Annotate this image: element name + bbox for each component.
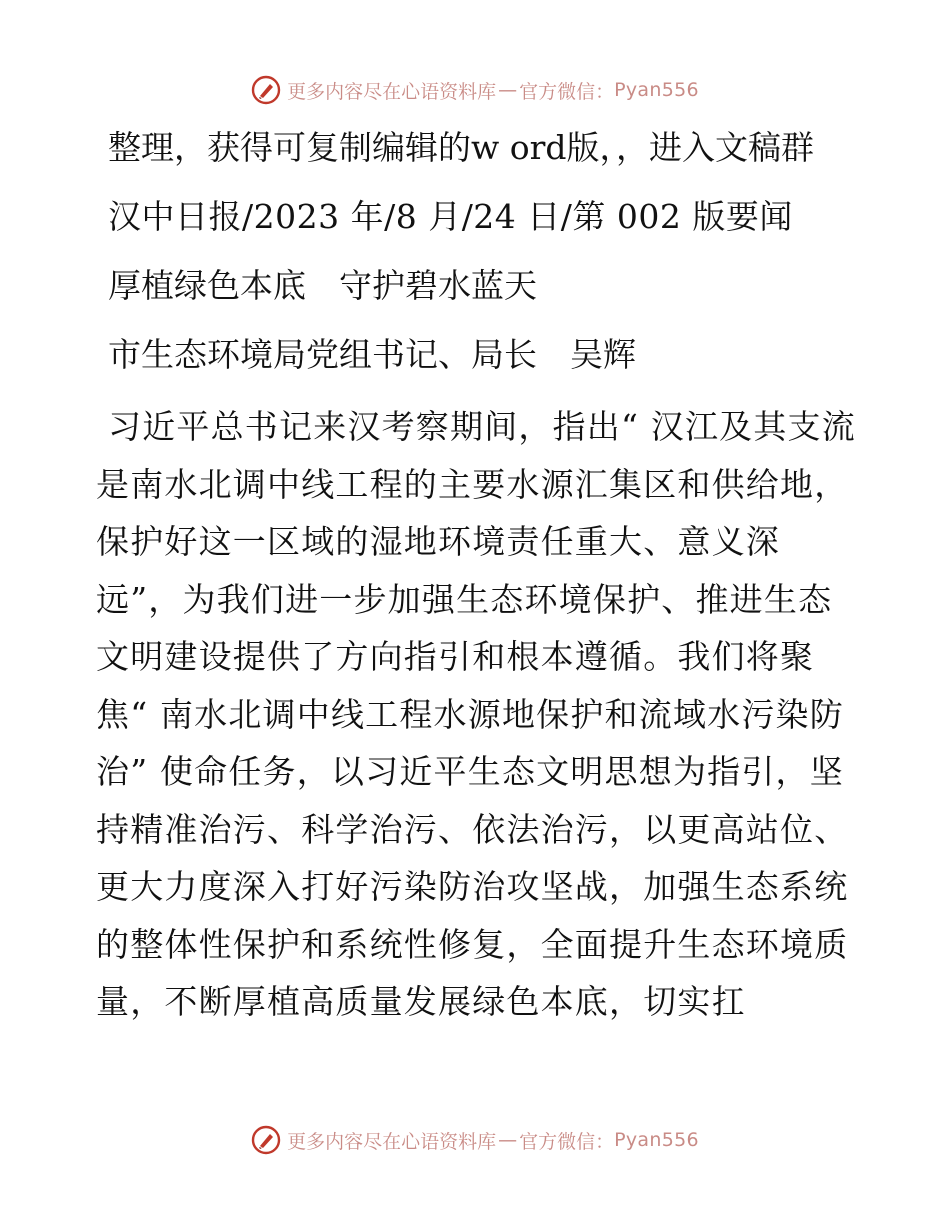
watermark-label: 官方微信：: [519, 80, 615, 103]
article-paragraph: [96, 398, 856, 1031]
watermark-separator: —: [498, 79, 518, 101]
watermark-text: 更多内容尽在心语资料库: [287, 1130, 497, 1153]
watermark-id: Pyan556: [614, 79, 699, 101]
pen-logo-icon: [251, 1125, 281, 1155]
pen-logo-icon: [251, 75, 281, 105]
watermark-text: 更多内容尽在心语资料库: [287, 80, 497, 103]
document-body: [96, 120, 856, 1031]
article-paragraph-text: 习近平总书记来汉考察期间，指出“ 汉江及其支流是南水北调中线工程的主要水源汇集区和供给地，保护好这一区域的湿地环境责任重大、意义深远”，为我们进一步加强生态环境保护、推进生态文明建设提供了方向指引和根本遵循。我们将聚焦“ 南水北调中线工程水源地保护和流域水污染防治” 使命任务，以习近平生态文明思想为指引，坚持精准治污、科学治污、依法治污，以更高站位、更大力度深入打好污染防治攻坚战，加强生态系统的整体性保护和系统性修复，全面提升生态环境质量，不断厚植高质量发展绿色本底，切实扛: [96, 407, 856, 1021]
article-headline: 厚植绿色本底 守护碧水蓝天: [108, 266, 537, 305]
intro-line: 整理，获得可复制编辑的w ord版，，进入文稿群: [108, 128, 815, 167]
source-line: 汉中日报/2023 年/8 月/24 日/第 002 版要闻: [108, 197, 793, 236]
header-watermark: [0, 70, 950, 110]
watermark-separator: —: [498, 1129, 518, 1151]
footer-watermark: [0, 1120, 950, 1160]
article-byline: 市生态环境局党组书记、局长 吴辉: [108, 335, 636, 374]
watermark-label: 官方微信：: [519, 1130, 615, 1153]
watermark-id: Pyan556: [614, 1129, 699, 1151]
